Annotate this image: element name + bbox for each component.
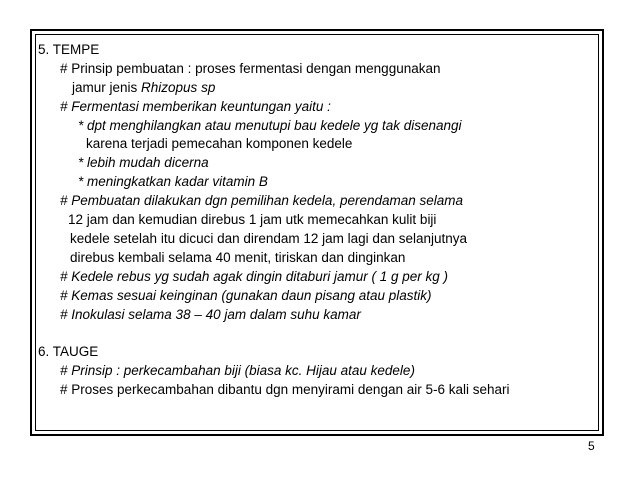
tempe-benefit-2: * lebih mudah dicerna	[78, 155, 209, 170]
tempe-heading: 5. TEMPE	[38, 42, 100, 57]
tempe-process-line-1: # Pembuatan dilakukan dgn pemilihan kedela, perendaman selama	[60, 193, 464, 208]
tauge-heading: 6. TAUGE	[38, 344, 99, 359]
tempe-step-2: # Kemas sesuai keinginan (gunakan daun pisang atau plastik)	[60, 288, 432, 303]
tempe-process-line-2: 12 jam dan kemudian direbus 1 jam utk memecahkan kulit biji	[68, 212, 437, 227]
page-number: 5	[588, 439, 595, 453]
tempe-process-line-3: kedele setelah itu dicuci dan direndam 12 jam lagi dan selanjutnya	[70, 231, 468, 246]
tempe-process-line-4: direbus kembali selama 40 menit, tiriskan dan dinginkan	[70, 250, 406, 265]
tempe-step-3: # Inokulasi selama 38 – 40 jam dalam suhu kamar	[60, 307, 361, 322]
tauge-process: # Proses perkecambahan dibantu dgn menyirami dengan air 5-6 kali sehari	[60, 382, 510, 397]
tempe-principle-text: jamur jenis	[72, 80, 142, 95]
tempe-principle-line-1: # Prinsip pembuatan : proses fermentasi dengan menggunakan	[60, 61, 441, 76]
tempe-species-name: Rhizopus sp	[141, 80, 216, 95]
slide-frame	[30, 29, 604, 436]
tempe-benefit-1-line-2: karena terjadi pemecahan komponen kedele	[86, 136, 353, 151]
tauge-principle: # Prinsip : perkecambahan biji (biasa kc. Hijau atau kedele)	[60, 363, 415, 378]
tempe-step-1: # Kedele rebus yg sudah agak dingin ditaburi jamur ( 1 g per kg )	[60, 269, 448, 284]
tempe-benefit-3: * meningkatkan kadar vitamin B	[78, 174, 268, 189]
tempe-benefits-heading: # Fermentasi memberikan keuntungan yaitu :	[60, 99, 331, 114]
tempe-benefit-1-line-1: * dpt menghilangkan atau menutupi bau kedele yg tak disenangi	[78, 118, 462, 133]
tempe-principle-line-2	[72, 79, 215, 97]
